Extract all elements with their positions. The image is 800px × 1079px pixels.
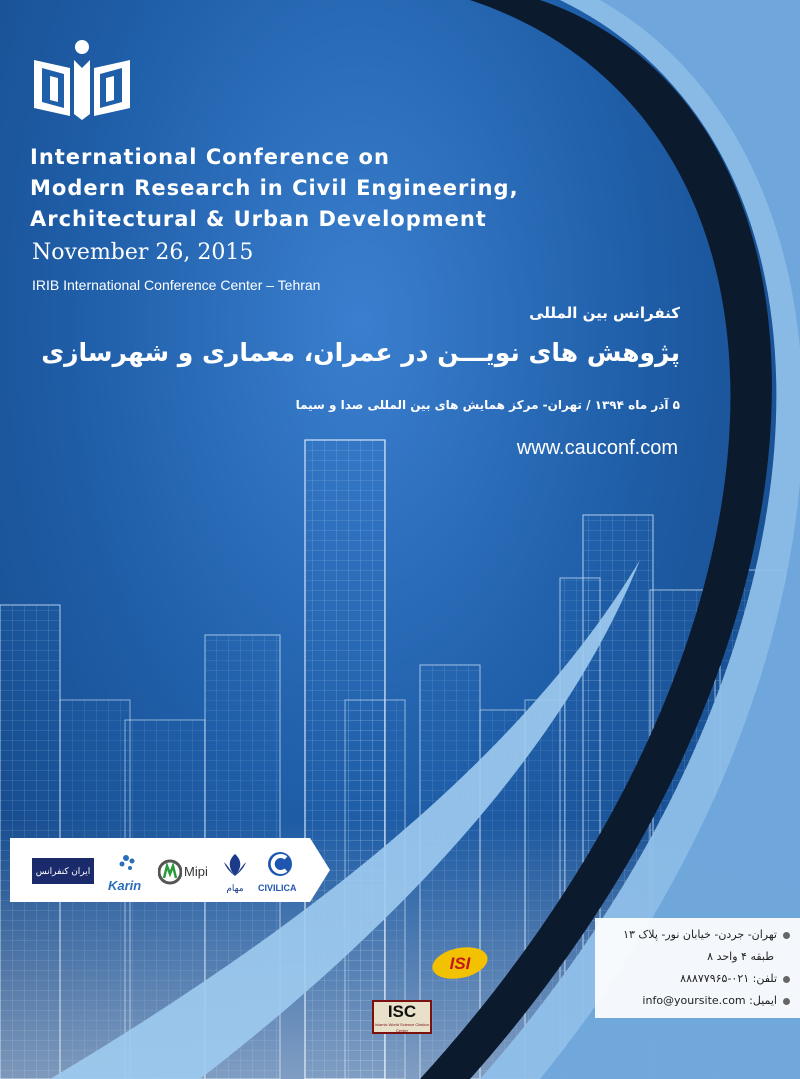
contact-address-1: تهران- جردن- خیابان نور- پلاک ۱۳ — [623, 928, 790, 941]
book-logo-icon — [30, 38, 134, 120]
karin-icon — [108, 852, 152, 874]
isc-label: ISC — [387, 1002, 417, 1021]
sponsor-mipi[interactable] — [158, 858, 212, 888]
conference-date: November 26, 2015 — [32, 240, 254, 265]
contact-phone: تلفن: ۰۲۱-۸۸۸۷۷۹۶۵ — [680, 972, 790, 985]
title-line-3: Architectural & Urban Development — [30, 207, 487, 231]
english-title — [30, 142, 630, 235]
mipi-icon — [158, 858, 182, 886]
isc-badge — [372, 1000, 432, 1034]
contact-box — [595, 918, 800, 1018]
mahan-icon — [220, 852, 250, 878]
civilica-icon — [258, 850, 302, 878]
isc-caption: Islamic World Science Citation Center — [375, 1022, 429, 1033]
isi-badge-icon — [430, 946, 490, 980]
sponsor-civilica[interactable] — [258, 850, 308, 894]
contact-email[interactable]: ایمیل: info@yoursite.com — [642, 994, 790, 1007]
contact-address-2: طبقه ۴ واحد ۸ — [707, 950, 774, 963]
persian-subtitle: کنفرانس بین المللی — [529, 304, 680, 322]
sponsor-iran-conference[interactable]: ایران کنفرانس — [32, 858, 94, 884]
mahan-label: مهام — [226, 883, 244, 893]
website-link[interactable]: www.cauconf.com — [516, 437, 678, 459]
sponsor-mahan[interactable] — [220, 852, 256, 892]
persian-title: پژوهش های نویـــن در عمران، معماری و شهرسازی — [41, 338, 680, 367]
sponsor-karin[interactable] — [108, 852, 152, 892]
title-line-1: International Conference on — [30, 145, 390, 169]
sponsor-strip — [10, 838, 330, 902]
title-line-2: Modern Research in Civil Engineering, — [30, 176, 519, 200]
mipi-label: Mipi — [184, 864, 208, 879]
karin-label: Karin — [108, 878, 142, 893]
persian-date-venue: ۵ آذر ماه ۱۳۹۴ / تهران- مرکز همایش های بین المللی صدا و سیما — [295, 398, 680, 412]
conference-venue: IRIB International Conference Center – Tehran — [32, 277, 321, 293]
isi-label: ISI — [449, 954, 471, 973]
civilica-label: CIVILICA — [258, 883, 297, 893]
